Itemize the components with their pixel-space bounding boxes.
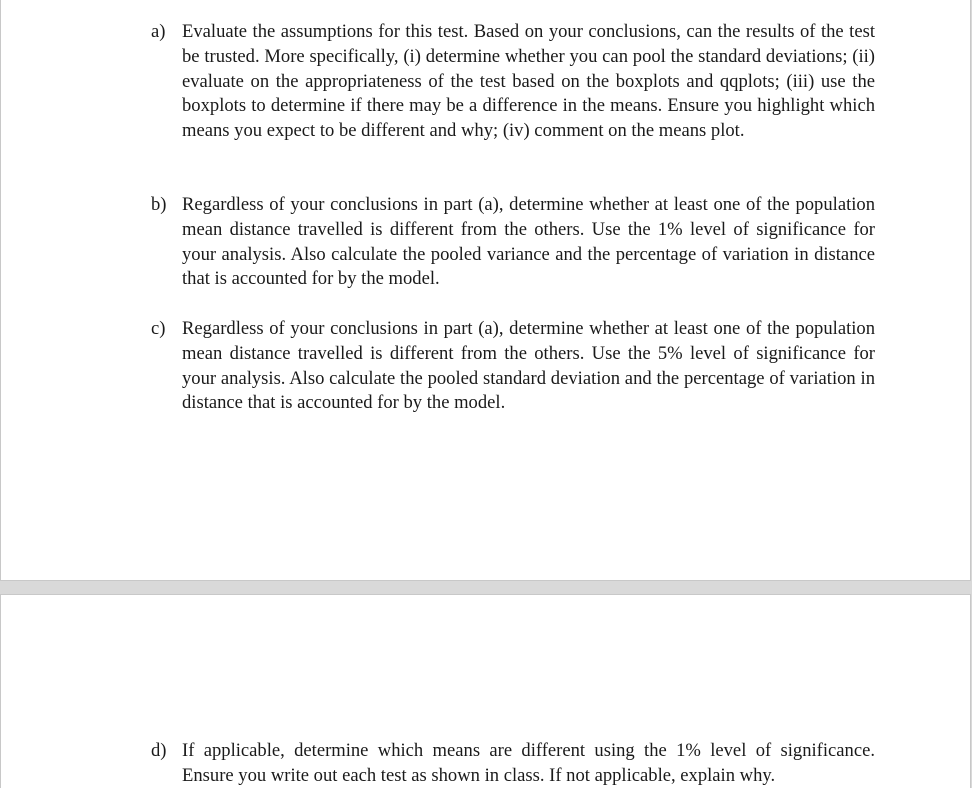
question-c-text: Regardless of your conclusions in part (a), determine whether at least one of the population mean distance travelled is different from the others. Use the 5% level of significance for your analysis. Also calculate the pooled standard deviation and the percentage of variation in distance that is accounted for by the model. <box>182 318 875 414</box>
question-c <box>151 317 875 416</box>
question-a-text: Evaluate the assumptions for this test. Based on your conclusions, can the results of the test be trusted. More specifically, (i) determine whether you can pool the standard deviations; (ii) evaluate on the appropriateness of the test based on the boxplots and qqplots; (iii) use the boxplots to determine if there may be a difference in the means. Ensure you highlight which means you expect to be different and why; (iv) comment on the means plot. <box>182 21 875 142</box>
question-b-label: b) <box>151 194 167 215</box>
question-a <box>151 20 875 144</box>
question-b <box>151 193 875 292</box>
question-d-label: d) <box>151 740 167 761</box>
question-d <box>151 739 875 788</box>
question-d-text: If applicable, determine which means are different using the 1% level of significance. Ensure you write out each test as shown in class. If not applicable, explain why. <box>182 740 875 786</box>
document-page-2 <box>0 594 971 788</box>
question-a-label: a) <box>151 21 166 42</box>
question-c-label: c) <box>151 318 166 339</box>
question-b-text: Regardless of your conclusions in part (a), determine whether at least one of the population mean distance travelled is different from the others. Use the 1% level of significance for your analysis. Also calculate the pooled variance and the percentage of variation in distance that is accounted for by the model. <box>182 194 875 290</box>
